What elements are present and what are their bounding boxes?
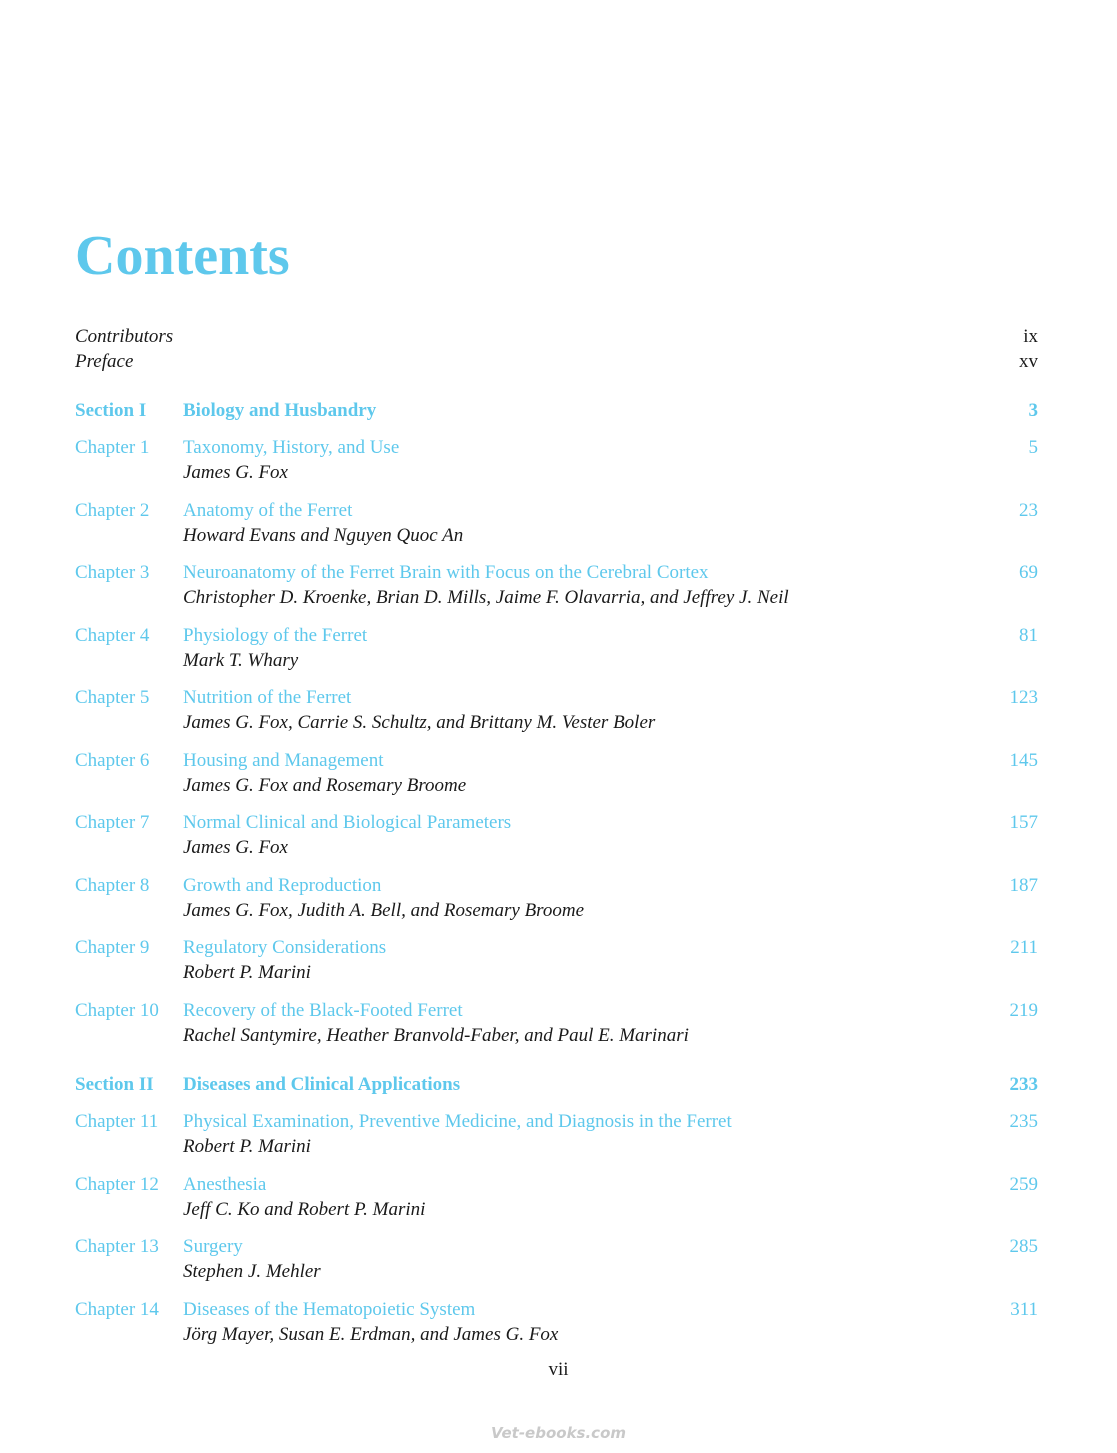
front-matter-page: ix	[1023, 326, 1038, 347]
chapter-label: Chapter 13	[75, 1236, 159, 1257]
page-title: Contents	[75, 225, 290, 287]
chapter-authors: James G. Fox	[183, 837, 288, 858]
chapter-entry[interactable]	[75, 1109, 1038, 1172]
chapter-entry[interactable]	[75, 748, 1038, 811]
chapter-title: Diseases of the Hematopoietic System	[183, 1298, 476, 1320]
chapter-details	[183, 1109, 958, 1172]
chapter-details	[183, 1234, 958, 1297]
chapter-details	[183, 935, 958, 998]
chapter-label: Chapter 4	[75, 624, 150, 646]
table-of-contents	[75, 398, 1038, 1359]
chapter-label: Chapter 10	[75, 999, 159, 1021]
chapter-title: Regulatory Considerations	[183, 937, 387, 958]
chapter-page: 5	[1028, 437, 1038, 458]
chapter-label: Chapter 12	[75, 1173, 159, 1195]
section-label: Section I	[75, 400, 147, 421]
chapter-label: Chapter 11	[75, 1111, 159, 1132]
chapter-authors: Christopher D. Kroenke, Brian D. Mills, Jaime F. Olavarria, and Jeffrey J. Neil	[183, 587, 789, 608]
chapter-page: 69	[1019, 562, 1038, 583]
section-label: Section II	[75, 1074, 154, 1095]
chapter-entry[interactable]	[75, 810, 1038, 873]
chapter-authors: Jeff C. Ko and Robert P. Marini	[183, 1198, 426, 1220]
front-matter-row[interactable]	[75, 324, 1038, 349]
chapter-authors: James G. Fox, Carrie S. Schultz, and Brittany M. Vester Boler	[183, 712, 656, 733]
chapter-details	[183, 498, 958, 561]
section-page: 3	[1028, 400, 1038, 421]
chapter-details	[183, 810, 958, 873]
section-heading[interactable]	[75, 398, 1038, 435]
section-title: Diseases and Clinical Applications	[183, 1074, 461, 1095]
chapter-title: Physical Examination, Preventive Medicine, and Diagnosis in the Ferret	[183, 1111, 732, 1132]
chapter-title: Taxonomy, History, and Use	[183, 437, 400, 458]
chapter-title: Surgery	[183, 1236, 243, 1257]
chapter-label: Chapter 3	[75, 562, 150, 583]
chapter-entry[interactable]	[75, 873, 1038, 936]
chapter-label: Chapter 8	[75, 874, 150, 896]
chapter-authors: James G. Fox and Rosemary Broome	[183, 774, 467, 796]
chapter-details	[183, 748, 958, 811]
chapter-details	[183, 1172, 958, 1235]
chapter-label: Chapter 6	[75, 749, 150, 771]
chapter-entry[interactable]	[75, 623, 1038, 686]
chapter-page: 285	[1009, 1236, 1038, 1257]
chapter-title: Neuroanatomy of the Ferret Brain with Focus on the Cerebral Cortex	[183, 562, 709, 583]
section-page: 233	[1009, 1074, 1038, 1095]
chapter-title: Anatomy of the Ferret	[183, 499, 353, 521]
chapter-title: Growth and Reproduction	[183, 874, 382, 896]
chapter-label: Chapter 2	[75, 499, 150, 521]
chapter-page: 219	[1009, 999, 1038, 1021]
front-matter-row[interactable]	[75, 349, 1038, 374]
chapter-entry[interactable]	[75, 498, 1038, 561]
section-title: Biology and Husbandry	[183, 400, 377, 421]
section-heading[interactable]	[75, 1072, 1038, 1109]
chapter-title: Nutrition of the Ferret	[183, 687, 352, 708]
chapter-authors: James G. Fox, Judith A. Bell, and Rosemary Broome	[183, 899, 585, 921]
chapter-entry[interactable]	[75, 1234, 1038, 1297]
chapter-details	[183, 560, 958, 623]
chapter-entry[interactable]	[75, 560, 1038, 623]
front-matter-page: xv	[1019, 351, 1038, 372]
chapter-details	[183, 998, 958, 1061]
chapter-label: Chapter 1	[75, 437, 150, 458]
chapter-authors: Jörg Mayer, Susan E. Erdman, and James G. Fox	[183, 1323, 559, 1345]
chapter-title: Anesthesia	[183, 1173, 267, 1195]
chapter-page: 187	[1009, 874, 1038, 896]
chapter-entry[interactable]	[75, 998, 1038, 1061]
chapter-details	[183, 435, 958, 498]
chapter-page: 145	[1009, 749, 1038, 771]
front-matter-label: Contributors	[75, 326, 174, 347]
chapter-authors: Howard Evans and Nguyen Quoc An	[183, 524, 464, 546]
chapter-entry[interactable]	[75, 435, 1038, 498]
chapter-entry[interactable]	[75, 1297, 1038, 1360]
front-matter-list	[75, 324, 1038, 374]
chapter-page: 157	[1009, 812, 1038, 833]
chapter-label: Chapter 9	[75, 937, 150, 958]
chapter-authors: James G. Fox	[183, 462, 288, 483]
chapter-title: Recovery of the Black-Footed Ferret	[183, 999, 463, 1021]
chapter-page: 259	[1009, 1173, 1038, 1195]
chapter-details	[183, 623, 958, 686]
chapter-authors: Mark T. Whary	[183, 649, 299, 671]
chapter-entry[interactable]	[75, 685, 1038, 748]
chapter-label: Chapter 5	[75, 687, 150, 708]
chapter-title: Normal Clinical and Biological Parameters	[183, 812, 512, 833]
chapter-label: Chapter 7	[75, 812, 150, 833]
chapter-label: Chapter 14	[75, 1298, 159, 1320]
chapter-page: 211	[1010, 937, 1038, 958]
watermark-logo: Vet-ebooks.com	[490, 1424, 627, 1442]
chapter-entry[interactable]	[75, 935, 1038, 998]
chapter-title: Physiology of the Ferret	[183, 624, 368, 646]
chapter-page: 123	[1009, 687, 1038, 708]
chapter-page: 235	[1009, 1111, 1038, 1132]
chapter-authors: Robert P. Marini	[183, 1136, 311, 1157]
chapter-page: 23	[1019, 499, 1038, 521]
front-matter-label: Preface	[75, 351, 134, 372]
chapter-details	[183, 873, 958, 936]
chapter-page: 311	[1010, 1298, 1038, 1320]
chapter-authors: Robert P. Marini	[183, 962, 311, 983]
chapter-authors: Rachel Santymire, Heather Branvold-Faber, and Paul E. Marinari	[183, 1024, 689, 1046]
chapter-page: 81	[1019, 624, 1038, 646]
chapter-authors: Stephen J. Mehler	[183, 1261, 321, 1282]
chapter-entry[interactable]	[75, 1172, 1038, 1235]
chapter-title: Housing and Management	[183, 749, 384, 771]
chapter-details	[183, 685, 958, 748]
page-number: vii	[548, 1359, 569, 1380]
chapter-details	[183, 1297, 958, 1360]
